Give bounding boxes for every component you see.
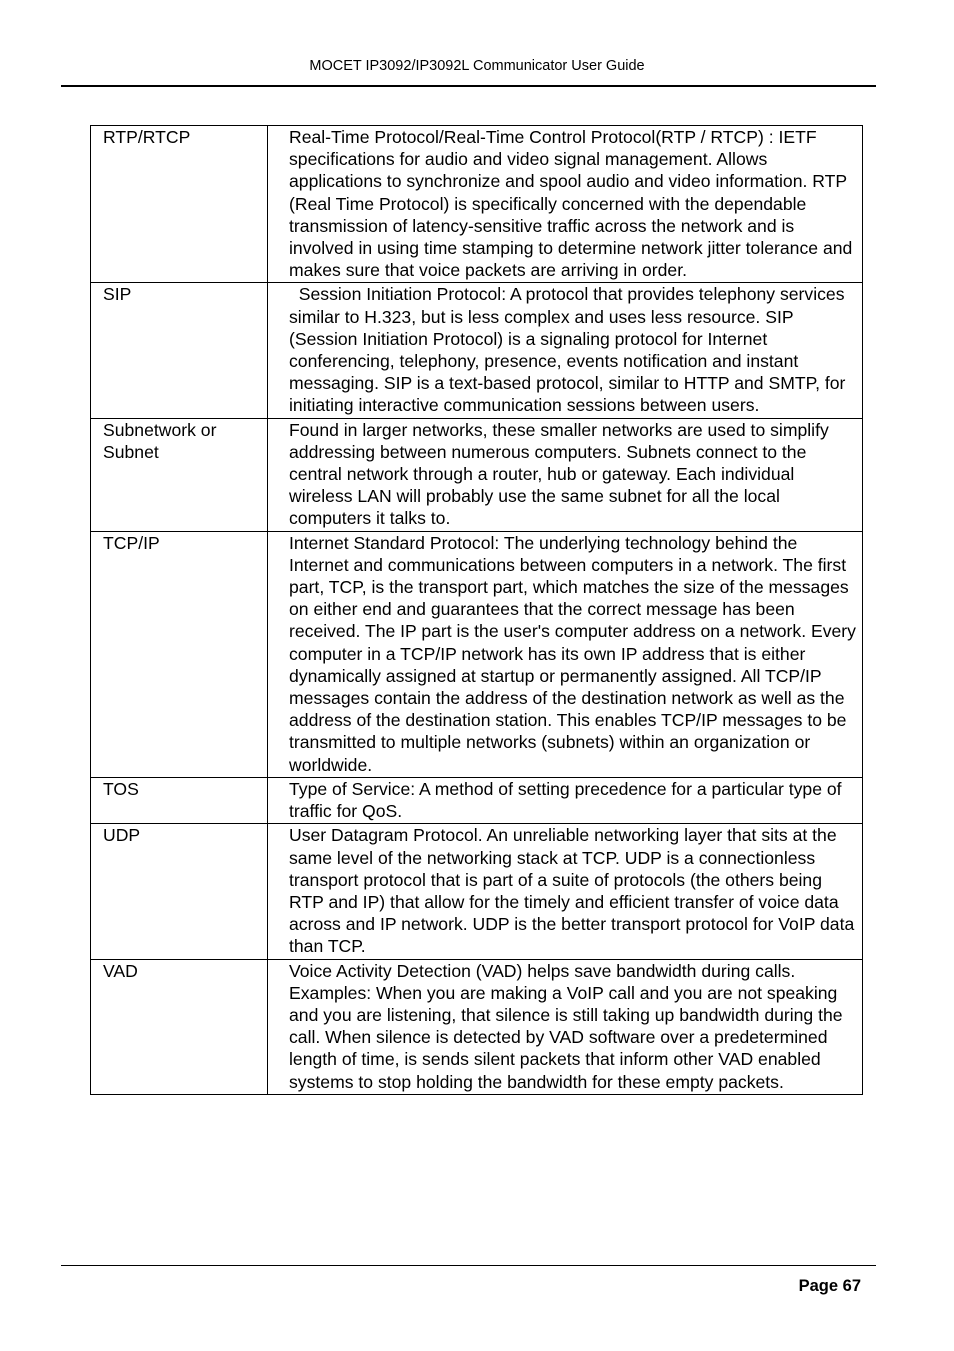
page-number-value: 67 <box>842 1277 861 1295</box>
table-row <box>91 959 863 1094</box>
table-row <box>91 824 863 959</box>
glossary-term: RTP/RTCP <box>91 126 268 283</box>
glossary-definition: Type of Service: A method of setting precedence for a particular type of traffic for QoS. <box>268 777 863 823</box>
glossary-term: SIP <box>91 283 268 418</box>
glossary-definition: Internet Standard Protocol: The underlying technology behind the Internet and communications between computers in a network. The first part, TCP, is the transport part, which matches the size of the messages on either end and guarantees that the correct message has been received. The IP part is the user's computer address on a network. Every computer in a TCP/IP network has its own IP address that is either dynamically assigned at startup or permanently assigned. All TCP/IP messages contain the address of the destination network as well as the address of the destination station. This enables TCP/IP messages to be transmitted to multiple networks (subnets) within an organization or worldwide. <box>268 531 863 777</box>
glossary-definition: Session Initiation Protocol: A protocol that provides telephony services similar to H.323, but is less complex and uses less resource. SIP (Session Initiation Protocol) is a signaling protocol for Internet conferencing, telephony, presence, events notification and instant messaging. SIP is a text-based protocol, similar to HTTP and SMTP, for initiating interactive communication sessions between users. <box>268 283 863 418</box>
glossary-table <box>90 125 863 1095</box>
document-header-title: MOCET IP3092/IP3092L Communicator User Guide <box>309 58 645 74</box>
glossary-definition: Found in larger networks, these smaller networks are used to simplify addressing between numerous computers. Subnets connect to the central network through a router, hub or gateway. Each individual wireless LAN will probably use the same subnet for all the local computers it talks to. <box>268 418 863 531</box>
glossary-term: TCP/IP <box>91 531 268 777</box>
table-row <box>91 418 863 531</box>
glossary-definition: Voice Activity Detection (VAD) helps save bandwidth during calls. Examples: When you are making a VoIP call and you are not speaking and you are listening, that silence is still taking up bandwidth during the call. When silence is detected by VAD software over a predetermined length of time, is sends silent packets that inform other VAD enabled systems to stop holding the bandwidth for these empty packets. <box>268 959 863 1094</box>
footer-divider <box>61 1265 876 1266</box>
glossary-term: VAD <box>91 959 268 1094</box>
glossary-term: TOS <box>91 777 268 823</box>
glossary-definition: User Datagram Protocol. An unreliable networking layer that sits at the same level of the networking stack at TCP. UDP is a connectionless transport protocol that is part of a suite of protocols (the others being RTP and IP) that allow for the timely and efficient transfer of voice data across and IP network. UDP is the better transport protocol for VoIP data than TCP. <box>268 824 863 959</box>
header-divider <box>61 85 876 87</box>
glossary-definition: Real-Time Protocol/Real-Time Control Protocol(RTP / RTCP) : IETF specifications for audio and video signal management. Allows applications to synchronize and spool audio and video information. RTP (Real Time Protocol) is specifically concerned with the dependable transmission of latency-sensitive traffic across the network and is involved in using time stamping to determine network jitter tolerance and makes sure that voice packets are arriving in order. <box>268 126 863 283</box>
page-number-label: Page <box>798 1277 839 1295</box>
table-row <box>91 283 863 418</box>
table-row <box>91 531 863 777</box>
page-number <box>799 1276 861 1296</box>
table-row <box>91 126 863 283</box>
glossary-term: Subnetwork or Subnet <box>91 418 268 531</box>
glossary-term: UDP <box>91 824 268 959</box>
table-row <box>91 777 863 823</box>
